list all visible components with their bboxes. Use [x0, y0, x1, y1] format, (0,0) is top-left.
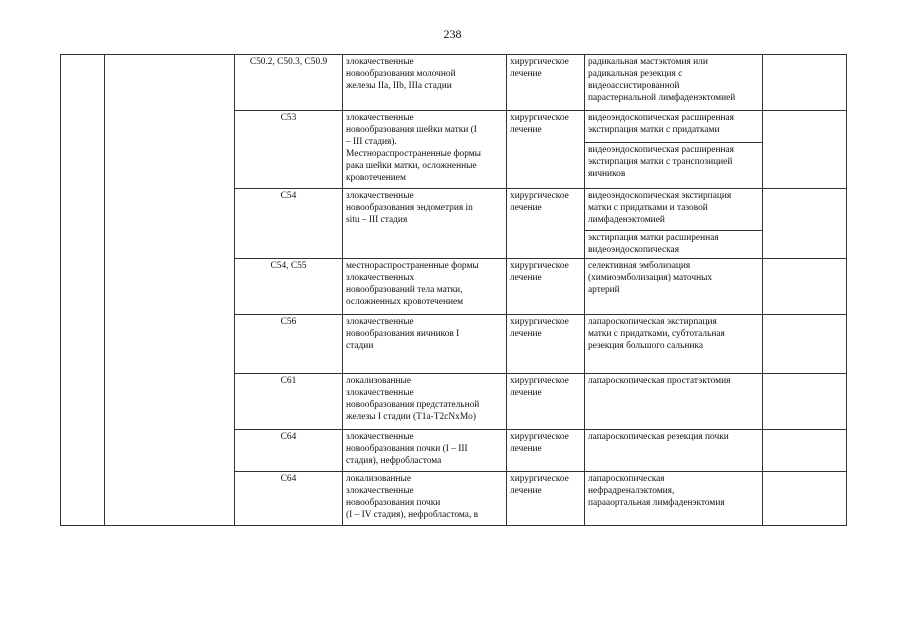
text-line: лапароскопическая	[588, 474, 665, 484]
text-line: селективная эмболизация	[588, 261, 691, 271]
text-line: situ – III стадия	[346, 215, 408, 225]
text-line: кровотечением	[346, 173, 406, 183]
empty-last-cell	[763, 374, 847, 430]
text-line: яичников	[588, 169, 626, 179]
text-line: рака шейки матки, осложненные	[346, 161, 477, 171]
diagnosis-cell	[343, 315, 507, 374]
text-line: лапароскопическая экстирпация	[588, 317, 717, 327]
text-line: новообразования эндометрия in	[346, 203, 473, 213]
text-line: матки с придатками, субтотальная	[588, 329, 725, 339]
text-line: злокачественные	[346, 486, 414, 496]
treatment-cell	[507, 472, 585, 526]
text-line: экстирпация матки с транспозицией	[588, 157, 733, 167]
treatment-cell	[507, 111, 585, 189]
procedure-cell	[585, 472, 763, 526]
text-line: лечение	[510, 444, 542, 454]
text-line: хирургическое	[510, 474, 569, 484]
text-line: злокачественные	[346, 113, 414, 123]
text-line: локализованные	[346, 376, 412, 386]
text-line: C54	[280, 191, 297, 201]
text-line: новообразования молочной	[346, 69, 456, 79]
procedure-cell	[585, 55, 763, 111]
text-line: лечение	[510, 125, 542, 135]
procedure-cell	[585, 231, 763, 259]
text-line: C50.2, C50.3, C50.9	[249, 57, 328, 67]
empty-cell-1	[61, 55, 105, 526]
treatment-cell	[507, 189, 585, 259]
text-line: хирургическое	[510, 113, 569, 123]
text-line: лечение	[510, 486, 542, 496]
empty-last-cell	[763, 315, 847, 374]
text-line: C61	[280, 376, 297, 386]
icd-code-cell	[235, 315, 343, 374]
diagnosis-cell	[343, 189, 507, 259]
text-line: железы IIa, IIb, IIIa стадии	[346, 81, 452, 91]
empty-last-cell	[763, 55, 847, 111]
empty-last-cell	[763, 189, 847, 259]
text-line: артерий	[588, 285, 620, 295]
text-line: местнораспространенные формы	[346, 261, 479, 271]
icd-code-cell	[235, 189, 343, 259]
text-line: хирургическое	[510, 57, 569, 67]
text-line: злокачественные	[346, 388, 414, 398]
treatment-cell	[507, 315, 585, 374]
text-line: лечение	[510, 388, 542, 398]
text-line: – III стадия).	[346, 137, 397, 147]
text-line: Местнораспространенные формы	[346, 149, 481, 159]
procedure-cell	[585, 374, 763, 430]
empty-last-cell	[763, 430, 847, 472]
text-line: новообразования почки (I – III	[346, 444, 468, 454]
text-line: видеоассистированной	[588, 81, 680, 91]
procedure-cell	[585, 315, 763, 374]
text-line: видеоэндоскопическая экстирпация	[588, 191, 732, 201]
text-line: C64	[280, 432, 297, 442]
text-line: злокачественные	[346, 57, 414, 67]
text-line: злокачественные	[346, 432, 414, 442]
text-line: C53	[280, 113, 297, 123]
treatment-cell	[507, 259, 585, 315]
text-line: лечение	[510, 273, 542, 283]
text-line: новообразования почки	[346, 498, 441, 508]
text-line: новообразований тела матки,	[346, 285, 463, 295]
icd-code-cell	[235, 374, 343, 430]
diagnosis-cell	[343, 472, 507, 526]
text-line: локализованные	[346, 474, 412, 484]
treatment-cell	[507, 430, 585, 472]
text-line: видеоэндоскопическая расширенная	[588, 113, 734, 123]
text-line: хирургическое	[510, 317, 569, 327]
procedure-cell	[585, 259, 763, 315]
diagnosis-cell	[343, 111, 507, 189]
text-line: радикальная резекция с	[588, 69, 683, 79]
text-line: железы I стадии (T1a-T2cNxMo)	[346, 412, 476, 422]
page-number: 238	[443, 27, 462, 41]
text-line: злокачественные	[346, 317, 414, 327]
empty-last-cell	[763, 472, 847, 526]
procedure-cell	[585, 143, 763, 189]
text-line: новообразования шейки матки (I	[346, 125, 477, 135]
procedure-cell	[585, 111, 763, 143]
text-line: новообразования яичников I	[346, 329, 460, 339]
icd-code-cell	[235, 55, 343, 111]
text-line: (I – IV стадия), нефробластома, в	[346, 510, 479, 520]
text-line: нефрадреналэктомия,	[588, 486, 675, 496]
text-line: экстирпация матки с придатками	[588, 125, 720, 135]
text-line: лечение	[510, 203, 542, 213]
text-line: хирургическое	[510, 432, 569, 442]
text-line: лапароскопическая простатэктомия	[588, 376, 731, 386]
treatment-cell	[507, 55, 585, 111]
diagnosis-cell	[343, 374, 507, 430]
medical-table	[60, 54, 847, 526]
empty-cell-2	[105, 55, 235, 526]
text-line: хирургическое	[510, 191, 569, 201]
icd-code-cell	[235, 430, 343, 472]
text-line: видеоэндоскопическая	[588, 245, 680, 255]
treatment-cell	[507, 374, 585, 430]
icd-code-cell	[235, 259, 343, 315]
text-line: видеоэндоскопическая расширенная	[588, 145, 734, 155]
text-line: матки с придатками и тазовой	[588, 203, 708, 213]
text-line: лечение	[510, 69, 542, 79]
text-line: радикальная мастэктомия или	[588, 57, 708, 67]
text-line: (химиоэмболизация) маточных	[588, 273, 713, 283]
text-line: резекция большого сальника	[588, 341, 703, 351]
procedure-cell	[585, 189, 763, 231]
icd-code-cell	[235, 472, 343, 526]
text-line: лапароскопическая резекция почки	[588, 432, 729, 442]
text-line: лимфаденэктомией	[588, 215, 665, 225]
icd-code-cell	[235, 111, 343, 189]
text-line: парааортальная лимфаденэктомия	[588, 498, 725, 508]
text-line: злокачественные	[346, 191, 414, 201]
procedure-cell	[585, 430, 763, 472]
table-row	[61, 55, 847, 111]
empty-last-cell	[763, 259, 847, 315]
text-line: лечение	[510, 329, 542, 339]
text-line: парастернальной лимфаденэктомией	[588, 93, 736, 103]
text-line: осложненных кровотечением	[346, 297, 464, 307]
text-line: стадии	[346, 341, 374, 351]
text-line: хирургическое	[510, 261, 569, 271]
text-line: хирургическое	[510, 376, 569, 386]
diagnosis-cell	[343, 259, 507, 315]
text-line: новообразования предстательной	[346, 400, 480, 410]
text-line: стадия), нефробластома	[346, 456, 442, 466]
text-line: экстирпация матки расширенная	[588, 233, 719, 243]
diagnosis-cell	[343, 430, 507, 472]
empty-last-cell	[763, 111, 847, 189]
diagnosis-cell	[343, 55, 507, 111]
text-line: C64	[280, 474, 297, 484]
text-line: C54, C55	[270, 261, 307, 271]
text-line: C56	[280, 317, 297, 327]
text-line: злокачественных	[346, 273, 415, 283]
